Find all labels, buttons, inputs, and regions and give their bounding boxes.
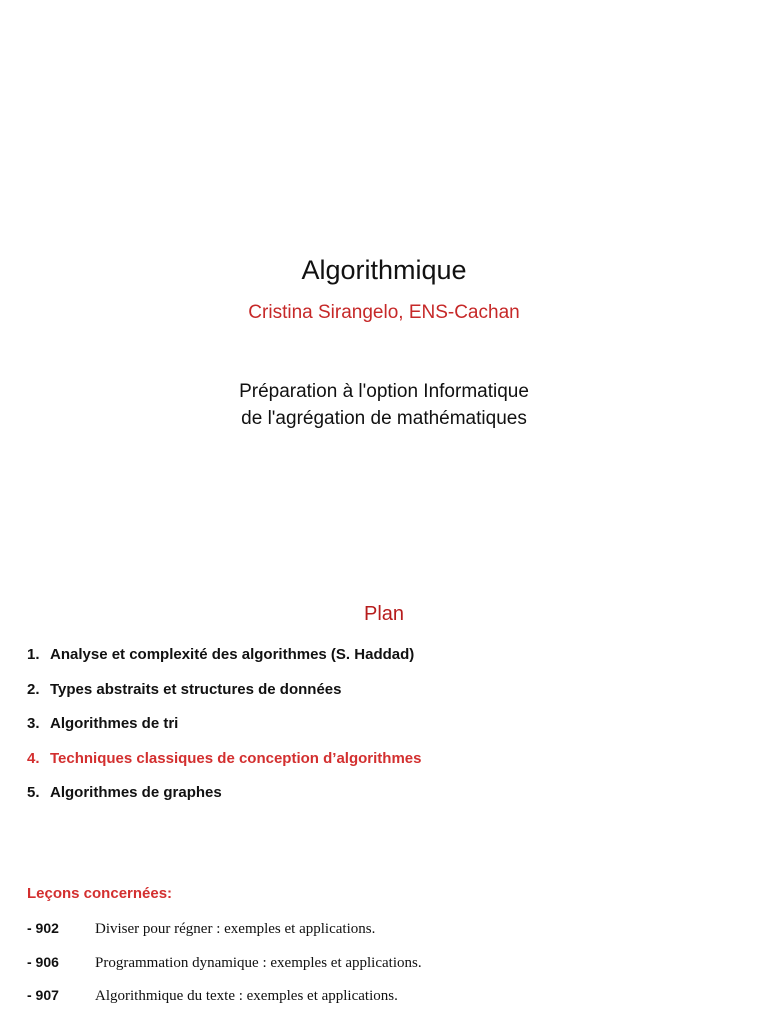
plan-item-4-current [27,749,421,784]
plan-item-2 [27,680,421,715]
subtitle [0,378,768,432]
lecon-item [27,985,422,1019]
lecon-item [27,918,422,952]
subtitle-line-2: de l'agrégation de mathématiques [241,408,527,429]
lecon-item [27,952,422,986]
plan-item-number: 4. [27,749,40,767]
plan-item-label: Techniques classiques de conception d’algorithmes [50,749,422,767]
plan-item-number: 1. [27,646,40,663]
plan-item-label: Algorithmes de tri [50,715,179,732]
lecons-list [27,918,422,1019]
plan-item-label: Analyse et complexité des algorithmes (S. Haddad) [50,646,415,663]
lecons-heading: Leçons concernées: [27,885,173,902]
plan-item-number: 5. [27,784,40,801]
plan-item-label: Types abstraits et structures de données [50,680,342,698]
lecon-description: Diviser pour régner : exemples et applications. [95,921,376,937]
author-line: Cristina Sirangelo, ENS-Cachan [248,302,520,323]
plan-item-number: 2. [27,680,40,698]
plan-item-3 [27,714,421,749]
lecon-code: - 902 [27,920,59,936]
plan-list [27,645,421,818]
plan-item-1 [27,645,421,680]
plan-item-label: Algorithmes de graphes [50,784,222,801]
lecon-code: - 907 [27,987,59,1003]
plan-heading: Plan [363,603,405,625]
lecon-description: Programmation dynamique : exemples et applications. [95,954,422,971]
plan-item-5 [27,783,421,818]
lecon-code: - 906 [27,953,59,970]
document-title: Algorithmique [301,255,467,285]
plan-item-number: 3. [27,715,40,732]
lecon-description: Algorithmique du texte : exemples et applications. [95,988,398,1004]
subtitle-line-1: Préparation à l'option Informatique [239,381,529,402]
